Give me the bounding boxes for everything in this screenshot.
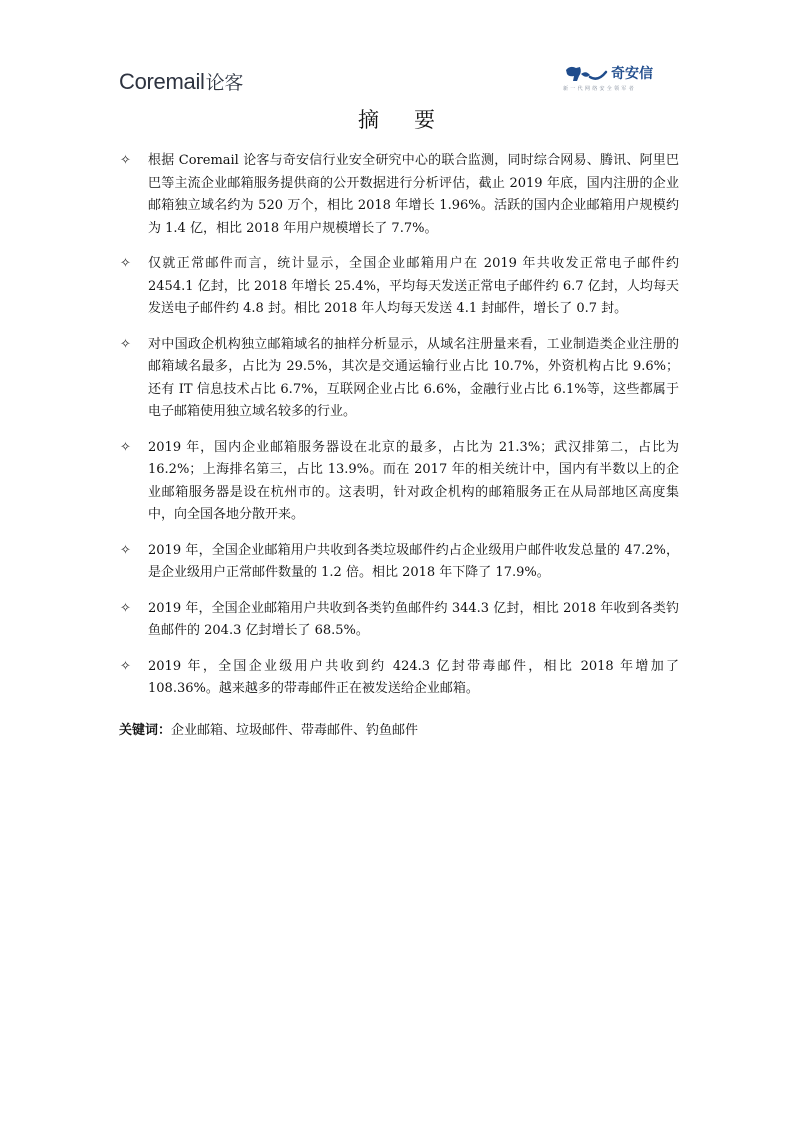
qianxin-tagline: 新一代网络安全领军者 (563, 86, 637, 92)
diamond-outline-icon: ✧ (120, 256, 131, 271)
diamond-outline-icon: ✧ (120, 600, 131, 616)
list-item-text: 对中国政企机构独立邮箱域名的抽样分析显示，从域名注册量来看，工业制造类企业注册的邮箱域名最多，占比为 29.5%，其次是交通运输行业占比 10.7%，外资机构占比 9.6%；还有 IT 信息技术占比 6.7%，互联网企业占比 6.6%，金融行业占比 6.1%等，这些都属于电子邮箱使用独立域名较多的行业。 (148, 336, 679, 419)
diamond-outline-icon: ✧ (120, 439, 131, 455)
list-item (119, 598, 679, 643)
page-header (119, 62, 679, 102)
list-item-text: 2019 年，全国企业邮箱用户共收到各类钓鱼邮件约 344.3 亿封，相比 2018 年收到各类钓鱼邮件的 204.3 亿封增长了 68.5%。 (148, 600, 679, 638)
diamond-outline-icon: ✧ (120, 153, 131, 168)
diamond-outline-icon: ✧ (120, 336, 131, 352)
list-item (119, 334, 679, 424)
list-item-text: 2019 年，国内企业邮箱服务器设在北京的最多，占比为 21.3%；武汉排第二，占比为 16.2%；上海排名第三，占比 13.9%。而在 2017 年的相关统计中，国内有半数以上的企业邮箱服务器是设在杭州市的。这表明，针对政企机构的邮箱服务正在从局部地区高度集中，向全国各地分散开来。 (148, 439, 679, 522)
list-item (119, 540, 679, 585)
coremail-logo-latin: Coremail (119, 69, 205, 94)
summary-list (119, 150, 679, 714)
list-item-text: 2019 年，全国企业邮箱用户共收到各类垃圾邮件约占企业级用户邮件收发总量的 47.2%，是企业级用户正常邮件数量的 1.2 倍。相比 2018 年下降了 17.9%。 (148, 542, 679, 580)
diamond-outline-icon: ✧ (120, 658, 131, 674)
list-item (119, 150, 679, 240)
qianxin-logo (559, 62, 679, 96)
list-item-text: 根据 Coremail 论客与奇安信行业安全研究中心的联合监测，同时综合网易、腾讯、阿里巴巴等主流企业邮箱服务提供商的公开数据进行分析评估，截止 2019 年底，国内注册的企业邮箱独立域名约为 520 万个，相比 2018 年增长 1.96%。活跃的国内企业邮箱用户规模约为 1.4 亿，相比 2018 年用户规模增长了 7.7%。 (148, 153, 679, 236)
list-item (119, 437, 679, 527)
keywords-label: 关键词： (119, 723, 172, 738)
coremail-logo-chinese: 论客 (205, 72, 244, 94)
diamond-outline-icon: ✧ (120, 542, 131, 558)
qianxin-emblem-icon (564, 64, 608, 84)
list-item-text: 2019 年，全国企业级用户共收到约 424.3 亿封带毒邮件，相比 2018 年增加了 108.36%。越来越多的带毒邮件正在被发送给企业邮箱。 (148, 658, 679, 696)
keywords-value: 企业邮箱、垃圾邮件、带毒邮件、钓鱼邮件 (171, 723, 419, 738)
list-item (119, 253, 679, 321)
list-item (119, 656, 679, 701)
qianxin-brand-text: 奇安信 (611, 66, 653, 82)
page-title: 摘要 (358, 108, 470, 132)
list-item-text: 仅就正常邮件而言，统计显示，全国企业邮箱用户在 2019 年共收发正常电子邮件约 2454.1 亿封，比 2018 年增长 25.4%，平均每天发送正常电子邮件约 6.7 亿封，人均每天发送电子邮件约 4.8 封。相比 2018 年人均每天发送 4.1 封邮件，增长了 0.7 封。 (148, 256, 679, 316)
keywords-line (119, 720, 679, 742)
coremail-logo (119, 68, 243, 95)
